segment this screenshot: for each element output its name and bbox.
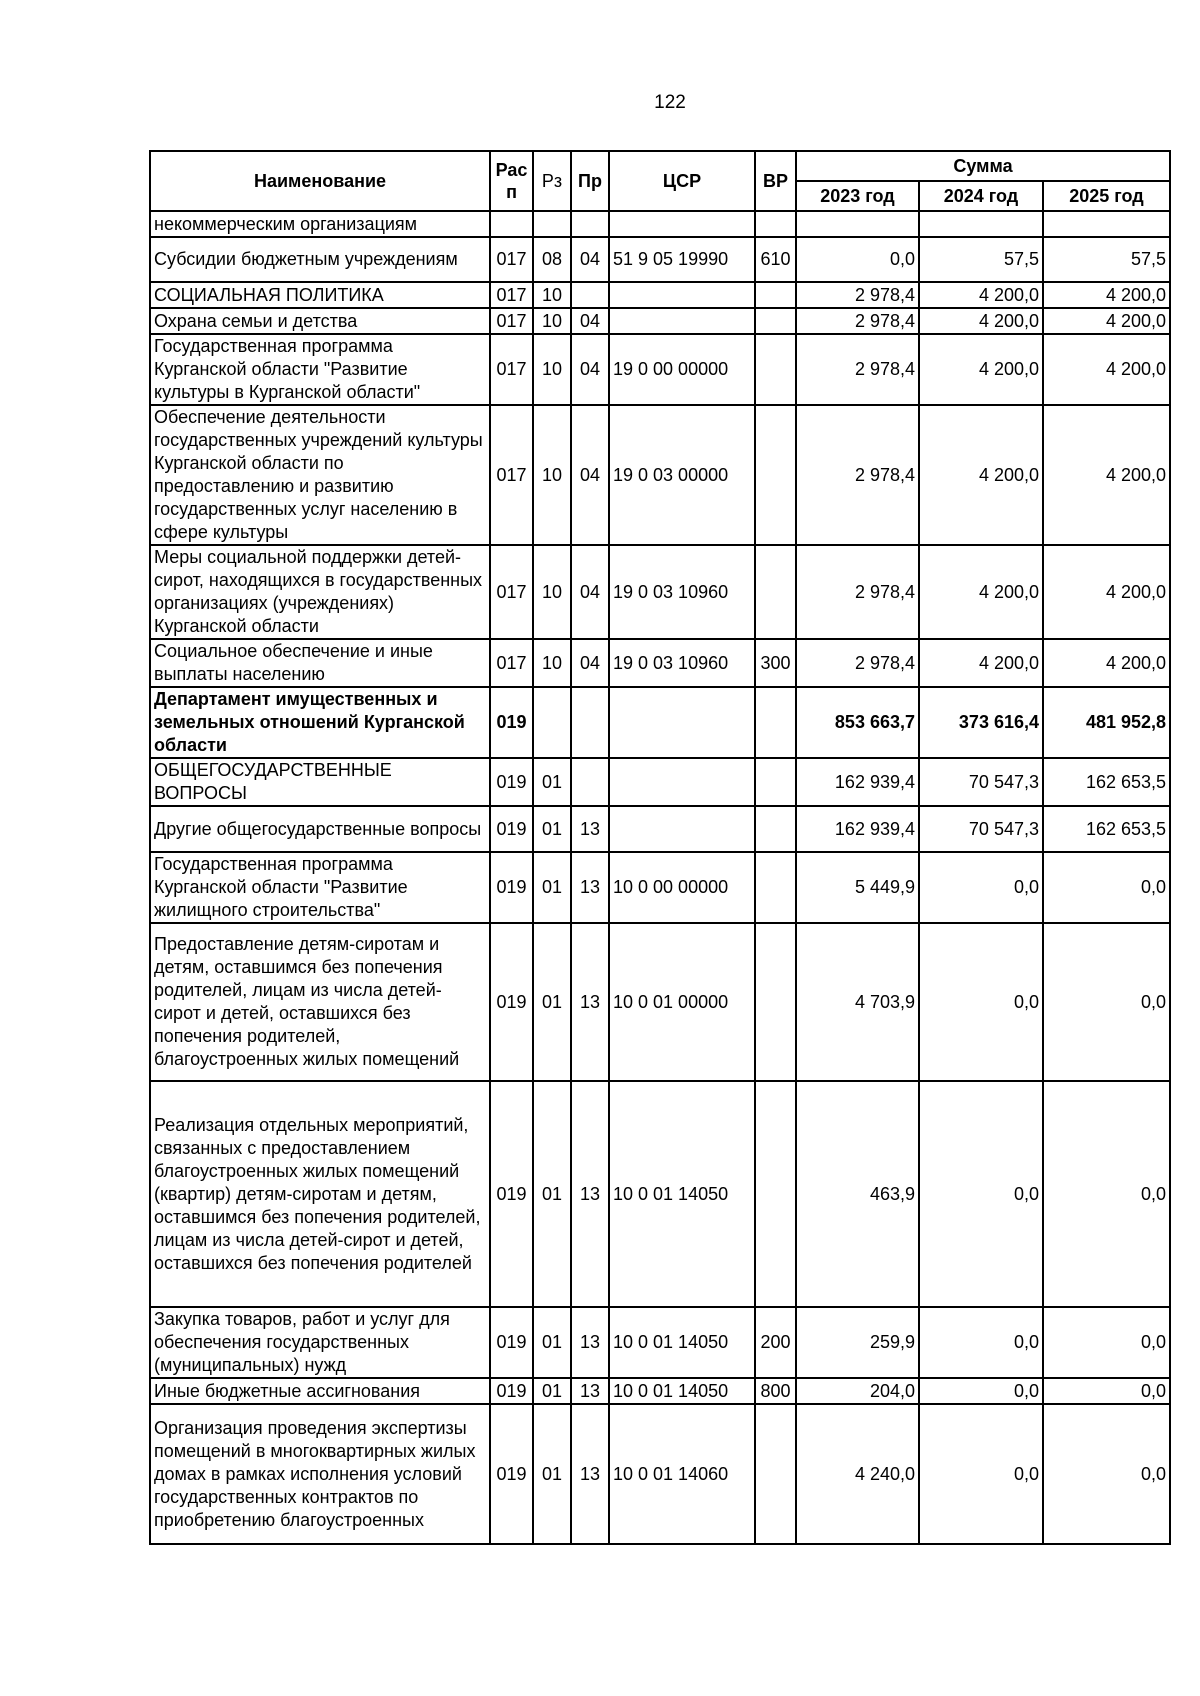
- row-vr: [755, 923, 796, 1081]
- row-rz: 01: [533, 1378, 571, 1404]
- row-vr: 800: [755, 1378, 796, 1404]
- row-name: Меры социальной поддержки детей-сирот, находящихся в государственных организациях (учреждениях) Курганской области: [150, 545, 490, 639]
- row-pr: 13: [571, 923, 609, 1081]
- row-value-2023: 259,9: [796, 1307, 919, 1378]
- row-rz: 01: [533, 758, 571, 806]
- row-name: некоммерческим организациям: [150, 211, 490, 237]
- row-csr: [609, 211, 755, 237]
- row-value-2024: 0,0: [919, 1378, 1043, 1404]
- row-name: Обеспечение деятельности государственных учреждений культуры Курганской области по предоставлению и развитию государственных услуг населению в сфере культуры: [150, 405, 490, 545]
- row-vr: [755, 211, 796, 237]
- row-rasp: 019: [490, 1404, 533, 1544]
- row-rasp: 019: [490, 1378, 533, 1404]
- row-value-2023: 2 978,4: [796, 545, 919, 639]
- row-pr: 04: [571, 237, 609, 282]
- row-rasp: 017: [490, 334, 533, 405]
- row-value-2024: 70 547,3: [919, 806, 1043, 852]
- row-name: Иные бюджетные ассигнования: [150, 1378, 490, 1404]
- row-pr: [571, 282, 609, 308]
- row-name: Другие общегосударственные вопросы: [150, 806, 490, 852]
- row-vr: [755, 852, 796, 923]
- row-value-2024: [919, 211, 1043, 237]
- row-name: Социальное обеспечение и иные выплаты населению: [150, 639, 490, 687]
- row-rasp: 017: [490, 545, 533, 639]
- table-row: [150, 806, 1170, 852]
- row-rasp: 019: [490, 923, 533, 1081]
- header-sum: Сумма: [796, 151, 1170, 181]
- row-vr: 300: [755, 639, 796, 687]
- row-value-2024: 4 200,0: [919, 545, 1043, 639]
- row-csr: 10 0 01 14050: [609, 1081, 755, 1307]
- row-rz: 10: [533, 334, 571, 405]
- row-rasp: 019: [490, 758, 533, 806]
- row-csr: 10 0 00 00000: [609, 852, 755, 923]
- row-vr: [755, 308, 796, 334]
- row-rz: 10: [533, 405, 571, 545]
- row-value-2025: 162 653,5: [1043, 806, 1170, 852]
- row-pr: 13: [571, 1081, 609, 1307]
- row-rz: 01: [533, 1081, 571, 1307]
- row-csr: 10 0 01 00000: [609, 923, 755, 1081]
- table-row: [150, 545, 1170, 639]
- row-value-2024: 0,0: [919, 923, 1043, 1081]
- row-value-2025: 4 200,0: [1043, 334, 1170, 405]
- table-row: [150, 1307, 1170, 1378]
- row-value-2024: 4 200,0: [919, 639, 1043, 687]
- row-pr: 13: [571, 1404, 609, 1544]
- row-name: ОБЩЕГОСУДАРСТВЕННЫЕ ВОПРОСЫ: [150, 758, 490, 806]
- table-row: [150, 923, 1170, 1081]
- row-value-2024: 0,0: [919, 852, 1043, 923]
- row-value-2025: 0,0: [1043, 1081, 1170, 1307]
- header-csr: ЦСР: [609, 151, 755, 211]
- row-name: СОЦИАЛЬНАЯ ПОЛИТИКА: [150, 282, 490, 308]
- row-name: Государственная программа Курганской области "Развитие культуры в Курганской области": [150, 334, 490, 405]
- header-name: Наименование: [150, 151, 490, 211]
- row-rasp: 017: [490, 639, 533, 687]
- table-row: [150, 334, 1170, 405]
- header-rz: Рз: [533, 151, 571, 211]
- row-rz: 01: [533, 1404, 571, 1544]
- row-value-2023: 162 939,4: [796, 758, 919, 806]
- row-value-2023: 853 663,7: [796, 687, 919, 758]
- row-rz: [533, 211, 571, 237]
- row-value-2025: 0,0: [1043, 852, 1170, 923]
- table-row: [150, 758, 1170, 806]
- header-2024: 2024 год: [919, 181, 1043, 211]
- row-pr: [571, 211, 609, 237]
- table-row: [150, 405, 1170, 545]
- table-row: [150, 211, 1170, 237]
- row-value-2023: 204,0: [796, 1378, 919, 1404]
- row-rasp: 019: [490, 687, 533, 758]
- row-value-2023: 463,9: [796, 1081, 919, 1307]
- row-value-2023: 162 939,4: [796, 806, 919, 852]
- table-row: [150, 639, 1170, 687]
- row-rz: 01: [533, 923, 571, 1081]
- row-rz: [533, 687, 571, 758]
- table-row: [150, 1404, 1170, 1544]
- row-csr: [609, 806, 755, 852]
- table-row: [150, 687, 1170, 758]
- row-value-2025: 4 200,0: [1043, 639, 1170, 687]
- row-vr: [755, 545, 796, 639]
- row-name: Реализация отдельных мероприятий, связанных с предоставлением благоустроенных жилых помещений (квартир) детям-сиротам и детям, оставшимся без попечения родителей, лицам из числа детей-сирот и детей, оставшихся без попечения родителей: [150, 1081, 490, 1307]
- header-vr: ВР: [755, 151, 796, 211]
- row-csr: 19 0 03 10960: [609, 545, 755, 639]
- row-csr: [609, 308, 755, 334]
- row-csr: 19 0 03 10960: [609, 639, 755, 687]
- row-name: Субсидии бюджетным учреждениям: [150, 237, 490, 282]
- row-rasp: 019: [490, 852, 533, 923]
- header-rasp: Рас п: [490, 151, 533, 211]
- header-2023: 2023 год: [796, 181, 919, 211]
- row-rz: 01: [533, 1307, 571, 1378]
- row-pr: 13: [571, 1307, 609, 1378]
- row-value-2025: 162 653,5: [1043, 758, 1170, 806]
- row-vr: [755, 334, 796, 405]
- row-name: Департамент имущественных и земельных отношений Курганской области: [150, 687, 490, 758]
- row-pr: 04: [571, 639, 609, 687]
- row-value-2024: 70 547,3: [919, 758, 1043, 806]
- row-value-2023: 2 978,4: [796, 639, 919, 687]
- row-value-2025: 0,0: [1043, 1404, 1170, 1544]
- row-rasp: [490, 211, 533, 237]
- header-pr: Пр: [571, 151, 609, 211]
- row-csr: 19 0 00 00000: [609, 334, 755, 405]
- row-vr: [755, 1404, 796, 1544]
- row-value-2023: 2 978,4: [796, 282, 919, 308]
- table-body: [150, 211, 1170, 1544]
- row-value-2024: 4 200,0: [919, 308, 1043, 334]
- row-value-2023: 5 449,9: [796, 852, 919, 923]
- row-value-2025: 4 200,0: [1043, 405, 1170, 545]
- row-value-2023: 0,0: [796, 237, 919, 282]
- row-pr: [571, 758, 609, 806]
- row-vr: [755, 282, 796, 308]
- row-value-2024: 373 616,4: [919, 687, 1043, 758]
- row-rz: 08: [533, 237, 571, 282]
- row-value-2024: 0,0: [919, 1404, 1043, 1544]
- row-value-2025: 4 200,0: [1043, 545, 1170, 639]
- row-vr: [755, 1081, 796, 1307]
- row-value-2025: [1043, 211, 1170, 237]
- row-pr: 04: [571, 545, 609, 639]
- table-row: [150, 308, 1170, 334]
- row-value-2023: [796, 211, 919, 237]
- row-rasp: 019: [490, 806, 533, 852]
- row-value-2024: 0,0: [919, 1081, 1043, 1307]
- row-csr: [609, 687, 755, 758]
- row-value-2024: 4 200,0: [919, 334, 1043, 405]
- budget-table: [149, 150, 1171, 1545]
- row-pr: 04: [571, 308, 609, 334]
- row-pr: 13: [571, 806, 609, 852]
- row-vr: [755, 687, 796, 758]
- row-rasp: 017: [490, 405, 533, 545]
- row-csr: 10 0 01 14050: [609, 1307, 755, 1378]
- row-rasp: 019: [490, 1081, 533, 1307]
- row-value-2023: 2 978,4: [796, 334, 919, 405]
- row-rz: 10: [533, 545, 571, 639]
- row-value-2025: 0,0: [1043, 1378, 1170, 1404]
- row-name: Предоставление детям-сиротам и детям, оставшимся без попечения родителей, лицам из числа детей-сирот и детей, оставшихся без попечения родителей, благоустроенных жилых помещений: [150, 923, 490, 1081]
- row-pr: 13: [571, 1378, 609, 1404]
- row-rz: 01: [533, 852, 571, 923]
- row-vr: [755, 806, 796, 852]
- table-row: [150, 1378, 1170, 1404]
- row-vr: 610: [755, 237, 796, 282]
- row-csr: 10 0 01 14060: [609, 1404, 755, 1544]
- row-vr: [755, 405, 796, 545]
- row-value-2025: 57,5: [1043, 237, 1170, 282]
- row-value-2023: 2 978,4: [796, 405, 919, 545]
- row-value-2024: 57,5: [919, 237, 1043, 282]
- row-value-2023: 4 240,0: [796, 1404, 919, 1544]
- row-value-2024: 4 200,0: [919, 405, 1043, 545]
- row-name: Охрана семьи и детства: [150, 308, 490, 334]
- row-csr: [609, 758, 755, 806]
- row-rz: 10: [533, 282, 571, 308]
- row-csr: [609, 282, 755, 308]
- table-row: [150, 852, 1170, 923]
- row-value-2025: 481 952,8: [1043, 687, 1170, 758]
- header-2025: 2025 год: [1043, 181, 1170, 211]
- row-pr: 04: [571, 334, 609, 405]
- row-value-2024: 4 200,0: [919, 282, 1043, 308]
- row-name: Закупка товаров, работ и услуг для обеспечения государственных (муниципальных) нужд: [150, 1307, 490, 1378]
- row-name: Государственная программа Курганской области "Развитие жилищного строительства": [150, 852, 490, 923]
- row-value-2024: 0,0: [919, 1307, 1043, 1378]
- row-value-2025: 4 200,0: [1043, 308, 1170, 334]
- row-value-2025: 0,0: [1043, 1307, 1170, 1378]
- row-value-2025: 0,0: [1043, 923, 1170, 1081]
- row-rasp: 019: [490, 1307, 533, 1378]
- row-name: Организация проведения экспертизы помещений в многоквартирных жилых домах в рамках исполнения условий государственных контрактов по приобретению благоустроенных: [150, 1404, 490, 1544]
- row-csr: 19 0 03 00000: [609, 405, 755, 545]
- row-rasp: 017: [490, 308, 533, 334]
- row-pr: [571, 687, 609, 758]
- row-pr: 04: [571, 405, 609, 545]
- row-rz: 10: [533, 308, 571, 334]
- table-row: [150, 237, 1170, 282]
- row-csr: 51 9 05 19990: [609, 237, 755, 282]
- table-row: [150, 1081, 1170, 1307]
- row-value-2023: 2 978,4: [796, 308, 919, 334]
- page-number: 122: [654, 92, 686, 113]
- row-pr: 13: [571, 852, 609, 923]
- table-row: [150, 282, 1170, 308]
- row-value-2023: 4 703,9: [796, 923, 919, 1081]
- row-csr: 10 0 01 14050: [609, 1378, 755, 1404]
- row-value-2025: 4 200,0: [1043, 282, 1170, 308]
- row-vr: [755, 758, 796, 806]
- row-rasp: 017: [490, 282, 533, 308]
- row-rasp: 017: [490, 237, 533, 282]
- row-rz: 01: [533, 806, 571, 852]
- row-vr: 200: [755, 1307, 796, 1378]
- row-rz: 10: [533, 639, 571, 687]
